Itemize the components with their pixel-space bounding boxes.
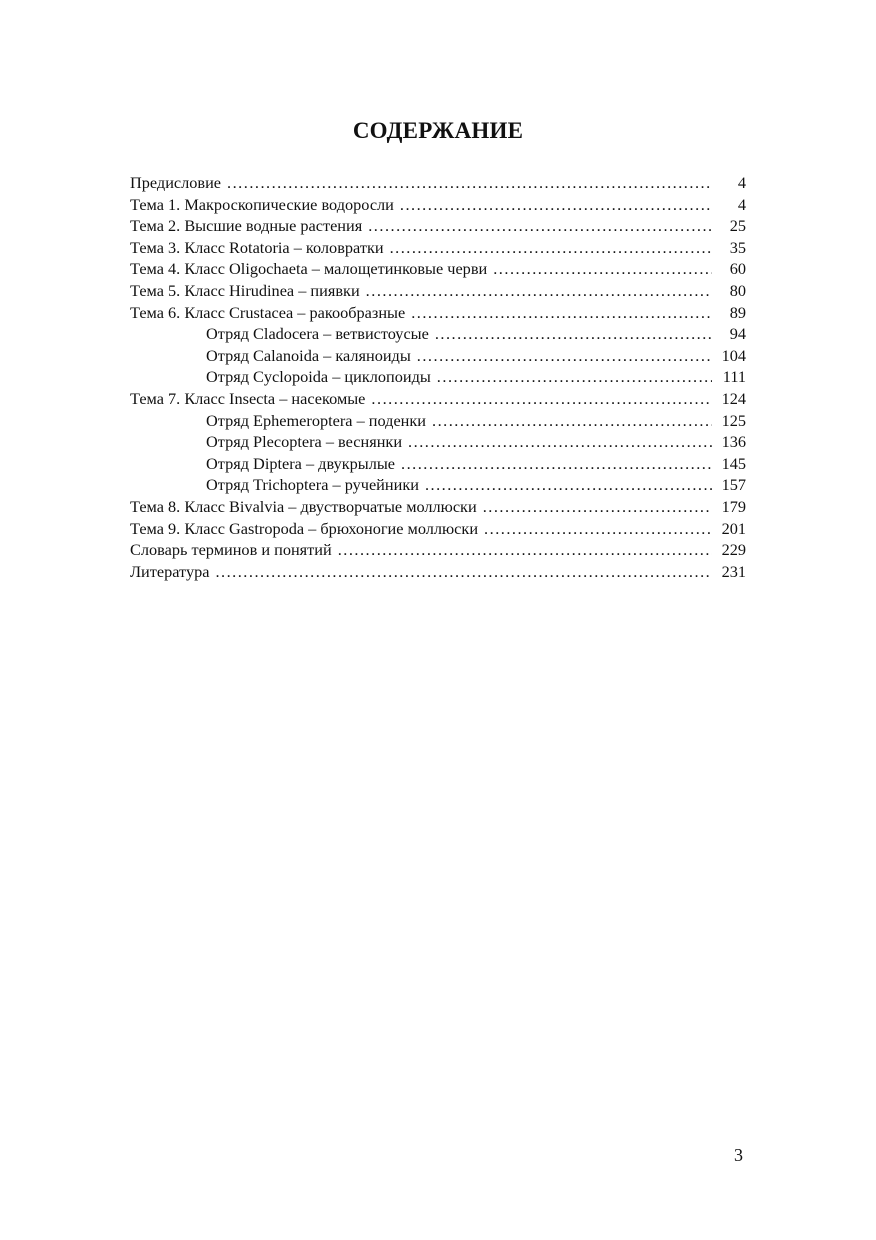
toc-dot-leader: [493, 258, 712, 280]
toc-dot-leader: [215, 561, 712, 583]
toc-entry-page: 4: [737, 194, 746, 214]
toc-entry-topic-4[interactable]: [130, 258, 746, 280]
toc-entry-topic-9[interactable]: [130, 518, 746, 540]
toc-entry-page: 25: [729, 216, 746, 236]
toc-dot-leader: [400, 194, 712, 216]
toc-entry-topic-1[interactable]: [130, 194, 746, 216]
toc-entry-title: Тема 8. Класс Bivalvia – двустворчатые моллюски: [130, 496, 477, 516]
toc-entry-preface[interactable]: [130, 172, 746, 194]
toc-dot-leader: [227, 172, 712, 194]
toc-entry-page: 111: [722, 367, 746, 387]
toc-entry-page: 125: [721, 410, 746, 430]
toc-entry-topic-5[interactable]: [130, 280, 746, 302]
toc-entry-title: Отряд Calanoida – каляноиды: [206, 345, 411, 365]
toc-entry-title: Предисловие: [130, 173, 222, 192]
page-title: СОДЕРЖАНИЕ: [352, 118, 524, 143]
toc-entry-topic-2[interactable]: [130, 215, 746, 237]
toc-entry-order-diptera[interactable]: [130, 453, 746, 475]
toc-dot-leader: [390, 237, 712, 259]
toc-entry-title: Тема 1. Макроскопические водоросли: [130, 194, 394, 214]
toc-dot-leader: [338, 539, 712, 561]
toc-entry-title: Словарь терминов и понятий: [130, 540, 332, 560]
toc-entry-title: Отряд Plecoptera – веснянки: [206, 432, 403, 452]
toc-entry-page: 94: [729, 324, 746, 344]
toc-entry-order-ephemeroptera[interactable]: [130, 410, 746, 432]
toc-entry-order-calanoida[interactable]: [130, 345, 746, 367]
toc-dot-leader: [368, 215, 712, 237]
toc-dot-leader: [425, 474, 712, 496]
toc-dot-leader: [401, 453, 712, 475]
toc-entry-topic-8[interactable]: [130, 496, 746, 518]
toc-entry-title: Отряд Ephemeroptera – поденки: [206, 410, 427, 430]
toc-entry-title: Тема 3. Класс Rotatoria – коловратки: [130, 237, 384, 257]
toc-entry-page: 4: [737, 173, 746, 192]
page-number: 3: [734, 1145, 743, 1165]
toc-entry-page: 145: [721, 453, 746, 473]
toc-entry-title: Тема 7. Класс Insecta – насекомые: [130, 388, 366, 408]
toc-entry-topic-7[interactable]: [130, 388, 746, 410]
toc-entry-title: Литература: [130, 561, 210, 581]
toc-entry-page: 89: [729, 302, 746, 322]
toc-dot-leader: [483, 496, 712, 518]
toc-entry-glossary[interactable]: [130, 539, 746, 561]
toc-entry-page: 179: [721, 496, 746, 516]
toc-dot-leader: [371, 388, 712, 410]
toc-dot-leader: [366, 280, 712, 302]
toc-entry-title: Отряд Trichoptera – ручейники: [206, 475, 419, 495]
toc-dot-leader: [435, 323, 712, 345]
toc-entry-title: Тема 6. Класс Crustacea – ракообразные: [130, 302, 406, 322]
toc-entry-topic-6[interactable]: [130, 302, 746, 324]
toc-entry-page: 35: [729, 237, 746, 257]
toc-entry-page: 231: [721, 561, 746, 581]
toc-entry-page: 229: [721, 540, 746, 560]
toc-entry-title: Отряд Diptera – двукрылые: [206, 453, 395, 473]
toc-entry-topic-3[interactable]: [130, 237, 746, 259]
toc-entry-page: 157: [721, 475, 746, 495]
toc-entry-title: Тема 4. Класс Oligochaeta – малощетинковые черви: [130, 259, 488, 279]
toc-entry-page: 80: [729, 280, 746, 300]
table-of-contents: [130, 172, 746, 582]
toc-entry-title: Отряд Cyclopoida – циклопоиды: [206, 367, 431, 387]
toc-entry-page: 104: [721, 345, 746, 365]
toc-entry-page: 201: [721, 518, 746, 538]
toc-dot-leader: [408, 431, 712, 453]
toc-entry-page: 60: [729, 259, 746, 279]
toc-dot-leader: [432, 410, 712, 432]
toc-entry-title: Тема 5. Класс Hirudinea – пиявки: [130, 280, 360, 300]
toc-entry-order-trichoptera[interactable]: [130, 474, 746, 496]
toc-entry-order-plecoptera[interactable]: [130, 431, 746, 453]
toc-entry-literature[interactable]: [130, 561, 746, 583]
toc-dot-leader: [437, 366, 712, 388]
toc-entry-order-cladocera[interactable]: [130, 323, 746, 345]
toc-entry-title: Тема 9. Класс Gastropoda – брюхоногие моллюски: [130, 518, 479, 538]
toc-dot-leader: [411, 302, 712, 324]
toc-entry-title: Тема 2. Высшие водные растения: [130, 216, 363, 236]
toc-entry-page: 124: [721, 388, 746, 408]
toc-entry-order-cyclopoida[interactable]: [130, 366, 746, 388]
toc-entry-title: Отряд Cladocera – ветвистоусые: [206, 324, 429, 344]
toc-dot-leader: [484, 518, 712, 540]
toc-entry-page: 136: [721, 432, 746, 452]
toc-dot-leader: [417, 345, 712, 367]
